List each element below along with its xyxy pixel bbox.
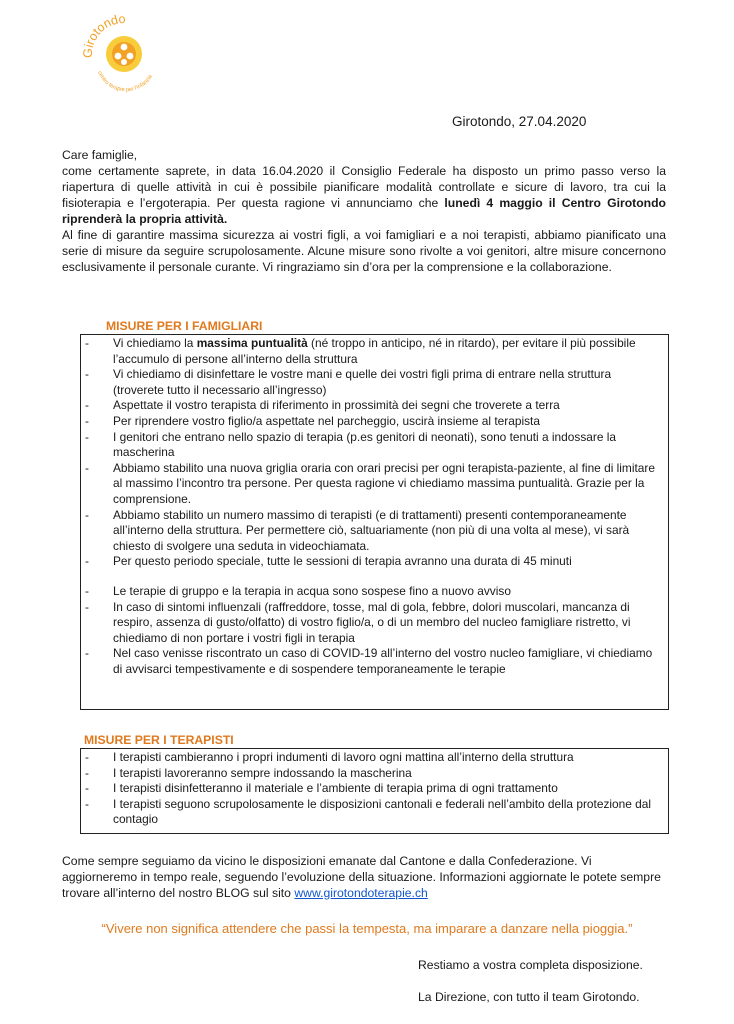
logo-tagline: centro terapie per l'infanzia [96,70,154,94]
list-item: - Vi chiediamo di disinfettare le vostre mani e quelle dei vostri figli prima di entrare nella struttura (troverete tutto il necessario all’ingresso) [85,367,662,398]
reopening-announcement: lunedì 4 maggio il Centro Girotondo riprenderà la propria attività. [62,196,666,226]
intro-text: come certamente saprete, in data 16.04.2020 il Consiglio Federale ha disposto un primo passo verso la riapertura di quelle attività in cui è possibile pianificare modalità controllate e sicure di lavoro, tra cui la fisioterapia e l’ergoterapia. Per questa ragione vi annunciamo che [62,164,666,210]
punctuality-emphasis: massima puntualità [196,336,308,350]
therapists-measures-box [80,748,669,834]
letter-date: Girotondo, 27.04.2020 [452,114,587,129]
list-item: - I genitori che entrano nello spazio di terapia (p.es genitori di neonati), sono tenuti a indossare la mascherina [85,430,662,461]
closing-paragraph [62,853,666,901]
list-item: - Aspettate il vostro terapista di riferimento in prossimità dei segni che troverete a terra [85,398,662,414]
signature: La Direzione, con tutto il team Girotondo. [418,990,640,1004]
list-item: - Le terapie di gruppo e la terapia in acqua sono sospese fino a nuovo avviso [85,584,662,600]
list-item: - Abbiamo stabilito una nuova griglia oraria con orari precisi per ogni terapista-paziente, al fine di limitare al massimo l’incontro tra persone. Per questa ragione vi chiediamo massima puntualità. Grazie per la comprensione. [85,461,662,508]
list-item: - I terapisti cambieranno i propri indumenti di lavoro ogni mattina all’interno della struttura [85,750,662,766]
intro-paragraph [62,163,666,227]
list-item: - In caso di sintomi influenzali (raffreddore, tosse, mal di gola, febbre, dolori muscolari, mancanza di respiro, assenza di gusto/olfatto) di vostro figlio/a, o di un membro del nucleo famigliare ristretto, vi chiediamo di non portare i vostri figli in terapia [85,600,662,647]
therapists-measures-list [81,749,668,829]
logo-name: Girotondo [82,14,126,59]
families-measures-box [80,334,669,710]
list-item: - Per riprendere vostro figlio/a aspettate nel parcheggio, uscirà insieme al terapista [85,414,662,430]
greeting: Care famiglie, [62,148,138,162]
list-item: - Nel caso venisse riscontrato un caso di COVID-19 all’interno del vostro nucleo famigliare, vi chiediamo di avvisarci tempestivamente e di sospendere temporaneamente le terapie [85,646,662,677]
list-item: - I terapisti lavoreranno sempre indossando la mascherina [85,766,662,782]
families-measures-list [81,335,668,678]
quote: “Vivere non significa attendere che passi la tempesta, ma imparare a danzare nella pioggia.” [101,921,633,936]
svg-text:centro terapie per l'infanzia [96,70,154,93]
list-item: - Abbiamo stabilito un numero massimo di terapisti (e di trattamenti) presenti contemporaneamente all’interno della struttura. Per permettere ciò, saltuariamente (non più di una volta al mese), vi sarà chiesto di svolgere una seduta in videochiamata. [85,508,662,555]
girotondo-logo [82,14,166,98]
logo-emblem-icon [82,14,166,98]
letter-body [62,147,666,275]
therapists-section-title: MISURE PER I TERAPISTI [84,733,234,747]
measures-paragraph: Al fine di garantire massima sicurezza ai vostri figli, a voi famigliari e a noi terapisti, abbiamo pianificato una serie di misure da seguire scrupolosamente. Alcune misure sono rivolte a voi genitori, altre misure concernono esclusivamente il personale curante. Vi ringraziamo sin d’ora per la comprensione e la collaborazione. [62,228,666,274]
list-item: - I terapisti disinfetteranno il materiale e l’ambiente di terapia prima di ogni trattamento [85,781,662,797]
list-item: - I terapisti seguono scrupolosamente le disposizioni cantonali e federali nell’ambito della protezione dal contagio [85,797,662,828]
availability-note: Restiamo a vostra completa disposizione. [418,958,643,972]
closing-text: Come sempre seguiamo da vicino le disposizioni emanate dal Cantone e dalla Confederazione. Vi aggiorneremo in tempo reale, seguendo l’evoluzione della situazione. Informazioni aggiornate le potete sempre trovare all’interno del nostro BLOG sul sito [62,854,661,900]
list-item: - Per questo periodo speciale, tutte le sessioni di terapia avranno una durata di 45 minuti [85,554,662,570]
families-section-title: MISURE PER I FAMIGLIARI [106,319,263,333]
list-item: - Vi chiediamo la massima puntualità (né troppo in anticipo, né in ritardo), per evitare il più possibile l’accumulo di persone all’interno della struttura [85,336,662,367]
website-link[interactable]: www.girotondoterapie.ch [294,886,428,900]
